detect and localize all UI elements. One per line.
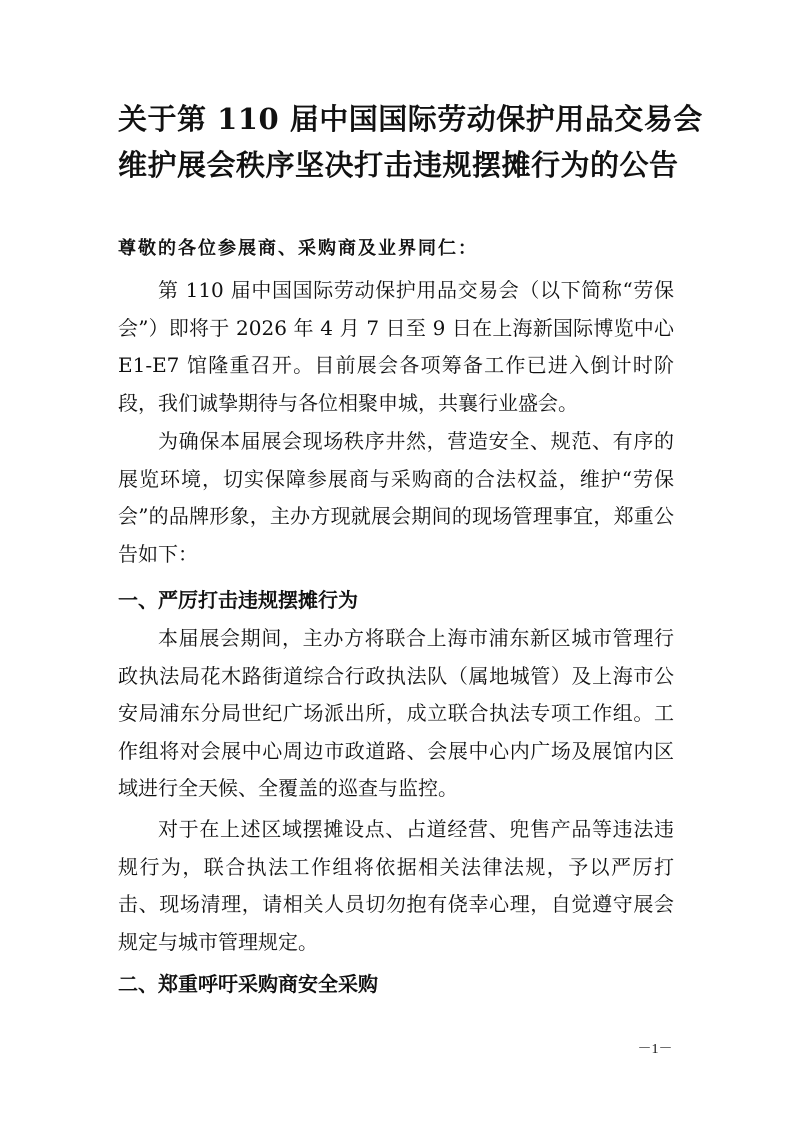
section-1-paragraph-1: 本届展会期间，主办方将联合上海市浦东新区城市管理行政执法局花木路街道综合行政执法队（属地城管）及上海市公安局浦东分局世纪广场派出所，成立联合执法专项工作组。工作组将对会展中心周边市政道路、会展中心内广场及展馆内区域进行全天候、全覆盖的巡查与监控。 [118,626,674,801]
document-title [118,96,703,188]
section-1-heading: 一、严厉打击违规摆摊行为 [118,588,358,612]
section-1-paragraph-2: 对于在上述区域摆摊设点、占道经营、兜售产品等违法违规行为，联合执法工作组将依据相关法律法规，予以严厉打击、现场清理，请相关人员切勿抱有侥幸心理，自觉遵守展会规定与城市管理规定。 [118,817,674,954]
intro-paragraph: 第 110 届中国国际劳动保护用品交易会（以下简称“劳保会”）即将于 2026 年 4 月 7 日至 9 日在上海新国际博览中心 E1-E7 馆隆重召开。目前展会各项筹备工作已进入倒计时阶段，我们诚挚期待与各位相聚申城，共襄行业盛会。 [118,278,674,415]
salutation: 尊敬的各位参展商、采购商及业界同仁： [118,238,478,259]
title-line-2: 维护展会秩序坚决打击违规摆摊行为的公告 [118,148,679,182]
section-2-heading: 二、郑重呼吁采购商安全采购 [118,972,378,996]
page-number: －1－ [637,1042,673,1057]
title-line-1: 关于第 110 届中国国际劳动保护用品交易会 [118,102,703,136]
purpose-paragraph: 为确保本届展会现场秩序井然，营造安全、规范、有序的展览环境，切实保障参展商与采购商的合法权益，维护“劳保会”的品牌形象，主办方现就展会期间的现场管理事宜，郑重公告如下： [118,429,674,566]
